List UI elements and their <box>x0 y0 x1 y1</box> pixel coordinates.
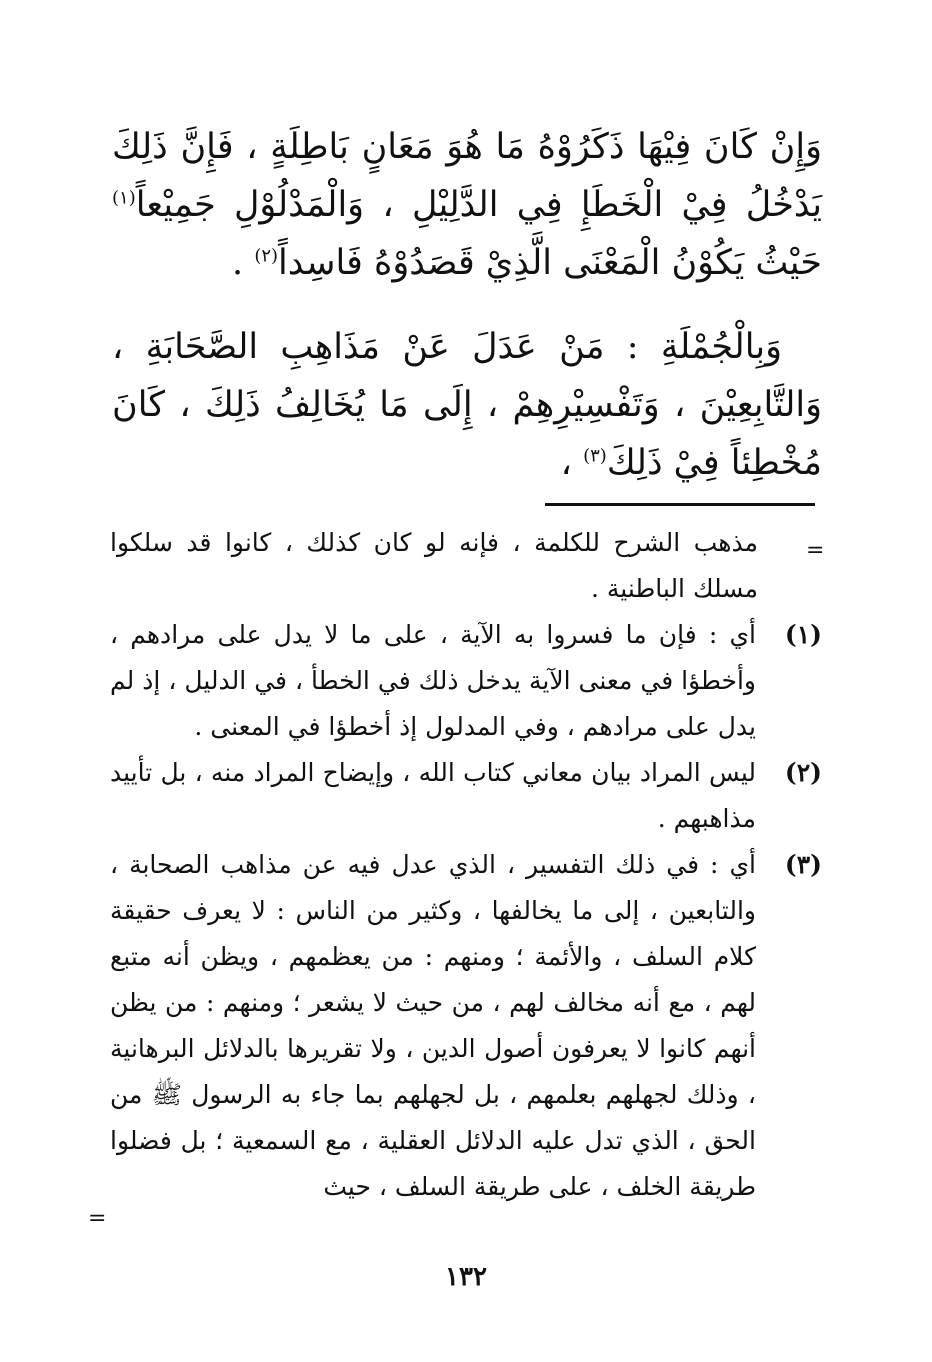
page-number: ١٣٢ <box>445 1262 487 1292</box>
footnote-continuation: مذهب الشرح للكلمة ، فإنه لو كان كذلك ، كانوا قد سلكوا مسلك الباطنية . <box>110 528 758 603</box>
footnote-ref-1[interactable]: (١) <box>112 187 136 209</box>
paragraph-2-end: ، <box>560 443 584 483</box>
main-paragraph-1 <box>112 118 822 292</box>
footnote-number-1: (١) <box>784 620 822 649</box>
footnote-3 <box>110 842 822 1210</box>
footnote-text-1: أي : فإن ما فسروا به الآية ، على ما لا يدل على مرادهم ، وأخطؤا في معنى الآية يدخل ذلك في الخطأ ، في الدليل ، إذ لم يدل على مرادهم ، وفي المدلول إذ أخطؤا في المعنى . <box>110 620 756 741</box>
footnote-number-3: (٣) <box>784 850 822 879</box>
paragraph-1-end: . <box>232 243 255 283</box>
paragraph-2-text: وَبِالْجُمْلَةِ : مَنْ عَدَلَ عَنْ مَذَاهِبِ الصَّحَابَةِ ، وَالتَّابِعِيْنَ ، وَتَفْسِيْرِهِمْ ، إِلَى مَا يُخَالِفُ ذَلِكَ ، كَانَ مُخْطِئاً فِيْ ذَلِكَ <box>112 327 822 483</box>
footnote-number-2: (٢) <box>784 758 822 787</box>
footnote-separator <box>545 503 815 506</box>
continuation-from-previous-mark: = <box>806 538 825 563</box>
footnote-ref-2[interactable]: (٢) <box>254 245 279 267</box>
footnote-text-2: ليس المراد بيان معاني كتاب الله ، وإيضاح المراد منه ، بل تأييد مذاهبهم . <box>110 758 756 833</box>
continues-next-page-mark: = <box>88 1206 107 1231</box>
footnote-1 <box>110 612 822 750</box>
footnote-text-3: أي : في ذلك التفسير ، الذي عدل فيه عن مذاهب الصحابة ، والتابعين ، إلى ما يخالفها ، وكثير من الناس : لا يعرف حقيقة كلام السلف ، والأئمة ؛ ومنهم : من يعظمهم ، ويظن أنه متبع لهم ، مع أنه مخالف لهم ، من حيث لا يشعر ؛ ومنهم : من يظن أنهم كانوا لا يعرفون أصول الدين ، ولا تقريرها بالدلائل البرهانية ، وذلك لجهلهم بعلمهم ، بل لجهلهم بما جاء به الرسول ﷺ من الحق ، الذي تدل عليه الدلائل العقلية ، مع السمعية ؛ بل فضلوا طريقة الخلف ، على طريقة السلف ، حيث <box>110 850 756 1201</box>
footnotes-section <box>110 520 825 1210</box>
main-paragraph-2 <box>112 318 822 492</box>
footnote-2 <box>110 750 822 842</box>
paragraph-1-text-continued: حَيْثُ يَكُوْنُ الْمَعْنَى الَّذِيْ قَصَدُوْهُ فَاسِداً <box>278 243 822 283</box>
footnote-ref-3[interactable]: (٣) <box>583 445 607 467</box>
paragraph-1-text: وَإِنْ كَانَ فِيْهَا ذَكَرُوْهُ مَا هُوَ مَعَانٍ بَاطِلَةٍ ، فَإِنَّ ذَلِكَ يَدْخُلُ فِيْ الْخَطَإِ فِي الدَّلِيْلِ ، وَالْمَدْلُوْلِ جَمِيْعاً <box>112 127 822 225</box>
